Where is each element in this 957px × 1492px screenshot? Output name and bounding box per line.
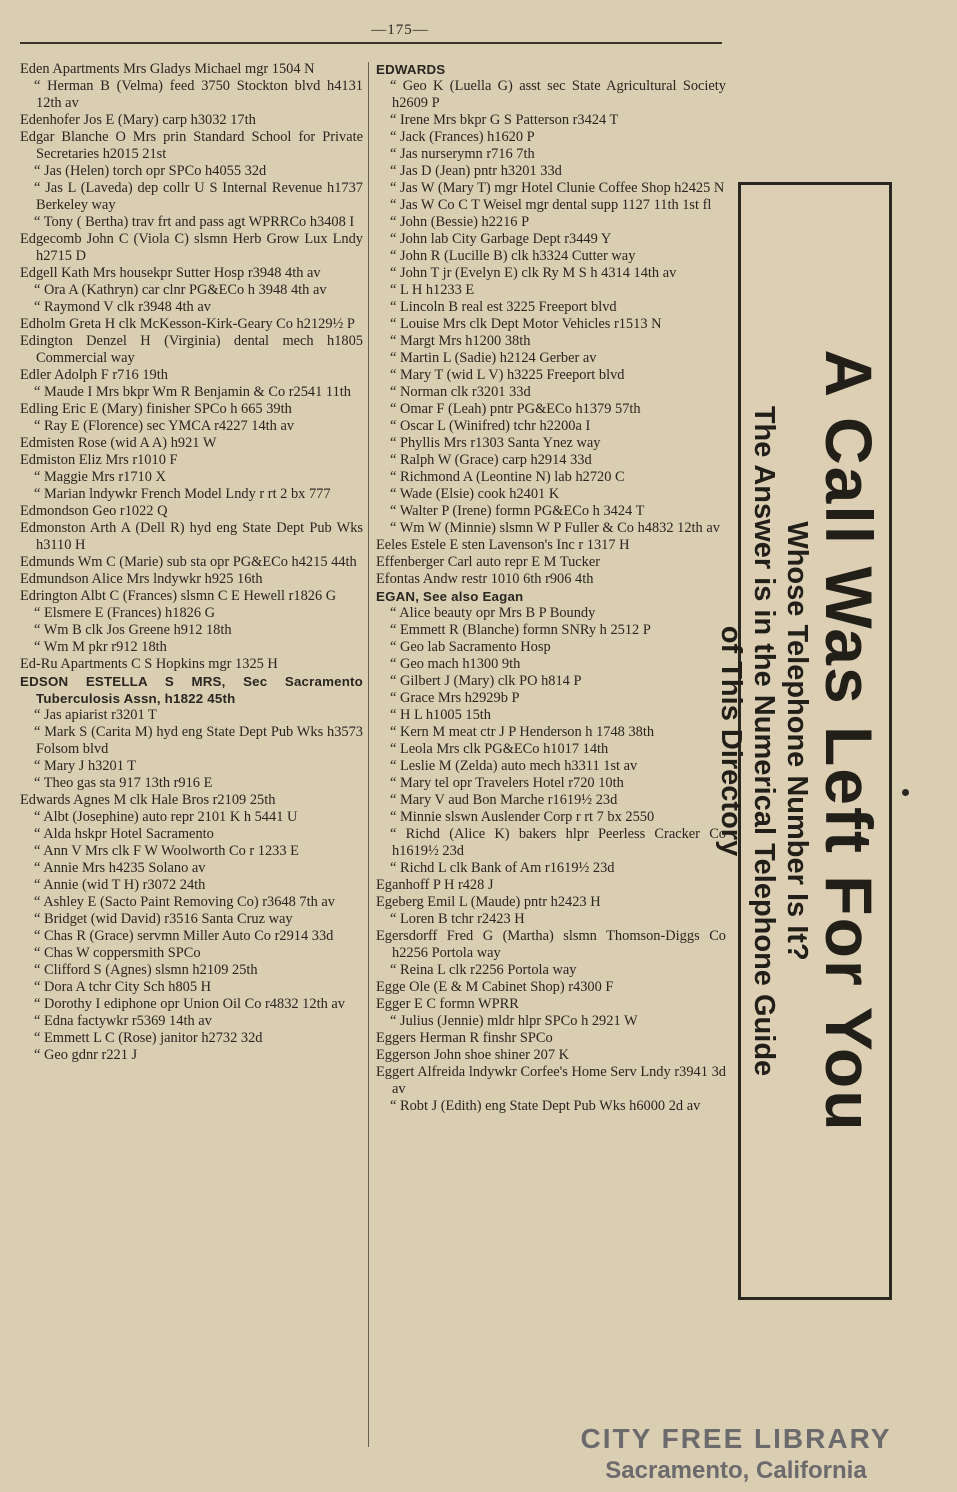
directory-entry: “ Ann V Mrs clk F W Woolworth Co r 1233 E: [34, 843, 299, 859]
directory-entry: “ Mary T (wid L V) h3225 Freeport blvd: [390, 367, 625, 383]
directory-entry: “ H L h1005 15th: [390, 707, 491, 723]
directory-entry: “ Jas L (Laveda) dep collr U S Internal Revenue h1737 Berkeley way: [34, 180, 363, 213]
directory-entry: “ Mary V aud Bon Marche r1619½ 23d: [390, 792, 618, 808]
directory-entry: “ Ralph W (Grace) carp h2914 33d: [390, 452, 592, 468]
ad-headline: A Call Was Left For You: [812, 349, 886, 1133]
directory-entry: “ Ashley E (Sacto Paint Removing Co) r3648 7th av: [34, 894, 335, 910]
directory-entry: Edmiston Eliz Mrs r1010 F: [20, 452, 178, 468]
directory-entry: Edmondson Geo r1022 Q: [20, 503, 168, 519]
column-divider: [368, 62, 369, 1447]
directory-entry: “ Richmond A (Leontine N) lab h2720 C: [390, 469, 625, 485]
directory-entry: “ Maude I Mrs bkpr Wm R Benjamin & Co r2541 11th: [34, 384, 351, 400]
ink-dot: [902, 789, 909, 796]
directory-entry: Edling Eric E (Mary) finisher SPCo h 665 39th: [20, 401, 292, 417]
directory-entry: “ Emmett L C (Rose) janitor h2732 32d: [34, 1030, 263, 1046]
directory-entry: Eggers Herman R finshr SPCo: [376, 1030, 553, 1046]
directory-entry: “ Margt Mrs h1200 38th: [390, 333, 531, 349]
directory-entry: Edington Denzel H (Virginia) dental mech h1805 Commercial way: [20, 333, 363, 366]
directory-entry: “ Leslie M (Zelda) auto mech h3311 1st av: [390, 758, 638, 774]
directory-entry: “ Raymond V clk r3948 4th av: [34, 299, 211, 315]
directory-entry: “ Edna factywkr r5369 14th av: [34, 1013, 212, 1029]
directory-entry: “ Martin L (Sadie) h2124 Gerber av: [390, 350, 597, 366]
ad-line-2: Whose Telephone Number Is It?: [781, 521, 813, 961]
directory-entry: Edgar Blanche O Mrs prin Standard School for Private Secretaries h2015 21st: [20, 129, 363, 162]
directory-entry: “ Marian lndywkr French Model Lndy r rt 2 bx 777: [34, 486, 331, 502]
stamp-line-1: CITY FREE LIBRARY: [580, 1423, 892, 1454]
directory-entry: “ Leola Mrs clk PG&ECo h1017 14th: [390, 741, 609, 757]
directory-entry: Edler Adolph F r716 19th: [20, 367, 168, 383]
directory-entry: “ John lab City Garbage Dept r3449 Y: [390, 231, 612, 247]
directory-entry: Edmundson Alice Mrs lndywkr h925 16th: [20, 571, 263, 587]
directory-entry: “ Herman B (Velma) feed 3750 Stockton blvd h4131 12th av: [34, 78, 363, 111]
directory-entry: Egge Ole (E & M Cabinet Shop) r4300 F: [376, 979, 614, 995]
directory-entry: “ Mary J h3201 T: [34, 758, 137, 774]
advertisement-text: [715, 211, 886, 1271]
ad-line-4: of This Directory: [715, 625, 747, 857]
directory-entry: “ Jas W (Mary T) mgr Hotel Clunie Coffee Shop h2425 N: [390, 180, 725, 196]
directory-entry: “ Reina L clk r2256 Portola way: [390, 962, 577, 978]
directory-entry: “ Emmett R (Blanche) formn SNRy h 2512 P: [390, 622, 651, 638]
directory-entry: “ Jas apiarist r3201 T: [34, 707, 157, 723]
directory-entry: “ Jas W Co C T Weisel mgr dental supp 1127 11th 1st fl: [390, 197, 712, 213]
directory-entry: “ Elsmere E (Frances) h1826 G: [34, 605, 216, 621]
directory-entry: “ Phyllis Mrs r1303 Santa Ynez way: [390, 435, 601, 451]
directory-entry: “ Annie (wid T H) r3072 24th: [34, 877, 206, 893]
directory-entry: “ Geo gdnr r221 J: [34, 1047, 138, 1063]
directory-entry: Efontas Andw restr 1010 6th r906 4th: [376, 571, 594, 587]
directory-entry: Edenhofer Jos E (Mary) carp h3032 17th: [20, 112, 256, 128]
directory-entry: “ Julius (Jennie) mldr hlpr SPCo h 2921 W: [390, 1013, 638, 1029]
directory-entry: EGAN, See also Eagan: [376, 589, 524, 604]
directory-entry: “ Theo gas sta 917 13th r916 E: [34, 775, 213, 791]
directory-entry: “ Annie Mrs h4235 Solano av: [34, 860, 206, 876]
directory-entry: “ Wm M pkr r912 18th: [34, 639, 167, 655]
directory-entry: “ Richd L clk Bank of Am r1619½ 23d: [390, 860, 615, 876]
directory-entry: Edmonston Arth A (Dell R) hyd eng State Dept Pub Wks h3110 H: [20, 520, 363, 553]
directory-entry: Edmunds Wm C (Marie) sub sta opr PG&ECo h4215 44th: [20, 554, 357, 570]
library-stamp: [566, 1422, 906, 1486]
directory-entry: “ Wade (Elsie) cook h2401 K: [390, 486, 560, 502]
directory-entry: Eeles Estele E sten Lavenson's Inc r 1317 H: [376, 537, 630, 553]
directory-entry: “ Dorothy I ediphone opr Union Oil Co r4832 12th av: [34, 996, 345, 1012]
directory-entry: Edmisten Rose (wid A A) h921 W: [20, 435, 217, 451]
directory-entry: “ Jas nurserymn r716 7th: [390, 146, 535, 162]
left-column: [20, 61, 363, 1064]
directory-entry: EDWARDS: [376, 62, 446, 77]
directory-entry: “ L H h1233 E: [390, 282, 475, 298]
directory-entry: “ Chas R (Grace) servmn Miller Auto Co r2914 33d: [34, 928, 334, 944]
directory-entry: “ Bridget (wid David) r3516 Santa Cruz way: [34, 911, 293, 927]
directory-entry: Ed-Ru Apartments C S Hopkins mgr 1325 H: [20, 656, 278, 672]
directory-entry: “ Louise Mrs clk Dept Motor Vehicles r1513 N: [390, 316, 662, 332]
directory-entry: Edholm Greta H clk McKesson-Kirk-Geary Co h2129½ P: [20, 316, 355, 332]
directory-entry: EDSON ESTELLA S MRS, Sec Sacramento Tuberculosis Assn, h1822 45th: [20, 674, 363, 706]
directory-entry: “ Mark S (Carita M) hyd eng State Dept Pub Wks h3573 Folsom blvd: [34, 724, 363, 757]
directory-entry: “ John T jr (Evelyn E) clk Ry M S h 4314 14th av: [390, 265, 677, 281]
page-number: —175—: [371, 22, 429, 38]
directory-entry: Eggert Alfreida lndywkr Corfee's Home Serv Lndy r3941 3d av: [376, 1064, 726, 1097]
directory-entry: Edrington Albt C (Frances) slsmn C E Hewell r1826 G: [20, 588, 337, 604]
directory-entry: Effenberger Carl auto repr E M Tucker: [376, 554, 601, 570]
advertisement-box: [715, 182, 892, 1300]
directory-entry: Eden Apartments Mrs Gladys Michael mgr 1504 N: [20, 61, 315, 77]
directory-entry: Edgell Kath Mrs housekpr Sutter Hosp r3948 4th av: [20, 265, 321, 281]
directory-entry: “ Minnie slswn Auslender Corp r rt 7 bx 2550: [390, 809, 655, 825]
directory-entry: “ Alice beauty opr Mrs B P Boundy: [390, 605, 596, 621]
directory-entry: “ Ora A (Kathryn) car clnr PG&ECo h 3948 4th av: [34, 282, 327, 298]
directory-entry: “ Gilbert J (Mary) clk PO h814 P: [390, 673, 582, 689]
directory-entry: “ Jas D (Jean) pntr h3201 33d: [390, 163, 562, 179]
directory-entry: “ Dora A tchr City Sch h805 H: [34, 979, 212, 995]
directory-entry: Egeberg Emil L (Maude) pntr h2423 H: [376, 894, 601, 910]
ad-line-3: The Answer is in the Numerical Telephone Guide: [748, 405, 780, 1077]
directory-entry: “ Wm W (Minnie) slsmn W P Fuller & Co h4832 12th av: [390, 520, 720, 536]
directory-entry: “ Richd (Alice K) bakers hlpr Peerless Cracker Co h1619½ 23d: [390, 826, 726, 859]
directory-entry: “ Geo lab Sacramento Hosp: [390, 639, 551, 655]
directory-entry: “ Norman clk r3201 33d: [390, 384, 531, 400]
directory-entry: “ Omar F (Leah) pntr PG&ECo h1379 57th: [390, 401, 641, 417]
directory-entry: “ Alda hskpr Hotel Sacramento: [34, 826, 214, 842]
directory-entry: “ Robt J (Edith) eng State Dept Pub Wks h6000 2d av: [390, 1098, 701, 1114]
directory-entry: “ Kern M meat ctr J P Henderson h 1748 38th: [390, 724, 655, 740]
directory-entry: “ Walter P (Irene) formn PG&ECo h 3424 T: [390, 503, 645, 519]
directory-entry: “ Jas (Helen) torch opr SPCo h4055 32d: [34, 163, 267, 179]
directory-entry: Edgecomb John C (Viola C) slsmn Herb Grow Lux Lndy h2715 D: [20, 231, 363, 264]
directory-entry: “ John (Bessie) h2216 P: [390, 214, 530, 230]
directory-entry: “ Mary tel opr Travelers Hotel r720 10th: [390, 775, 624, 791]
directory-entry: “ Clifford S (Agnes) slsmn h2109 25th: [34, 962, 258, 978]
directory-entry: “ Oscar L (Winifred) tchr h2200a I: [390, 418, 591, 434]
directory-entry: “ Wm B clk Jos Greene h912 18th: [34, 622, 232, 638]
directory-entry: “ Maggie Mrs r1710 X: [34, 469, 166, 485]
directory-entry: Eganhoff P H r428 J: [376, 877, 494, 893]
directory-entry: Eggerson John shoe shiner 207 K: [376, 1047, 570, 1063]
directory-entry: “ Chas W coppersmith SPCo: [34, 945, 201, 961]
directory-entry: “ Albt (Josephine) auto repr 2101 K h 5441 U: [34, 809, 298, 825]
directory-entry: “ Ray E (Florence) sec YMCA r4227 14th av: [34, 418, 295, 434]
directory-entry: “ Irene Mrs bkpr G S Patterson r3424 T: [390, 112, 619, 128]
directory-entry: Egger E C formn WPRR: [376, 996, 519, 1012]
directory-entry: “ Geo mach h1300 9th: [390, 656, 521, 672]
directory-entry: Edwards Agnes M clk Hale Bros r2109 25th: [20, 792, 276, 808]
middle-column: [376, 61, 726, 1115]
directory-entry: “ John R (Lucille B) clk h3324 Cutter way: [390, 248, 636, 264]
header-rule: [20, 42, 722, 44]
directory-entry: “ Geo K (Luella G) asst sec State Agricultural Society h2609 P: [390, 78, 726, 111]
directory-entry: Egersdorff Fred G (Martha) slsmn Thomson-Diggs Co h2256 Portola way: [376, 928, 726, 961]
directory-entry: “ Lincoln B real est 3225 Freeport blvd: [390, 299, 617, 315]
directory-entry: “ Jack (Frances) h1620 P: [390, 129, 535, 145]
directory-entry: “ Grace Mrs h2929b P: [390, 690, 520, 706]
stamp-line-2: Sacramento, California: [605, 1457, 867, 1484]
directory-entry: “ Tony ( Bertha) trav frt and pass agt WPRRCo h3408 I: [34, 214, 355, 230]
directory-entry: “ Loren B tchr r2423 H: [390, 911, 525, 927]
